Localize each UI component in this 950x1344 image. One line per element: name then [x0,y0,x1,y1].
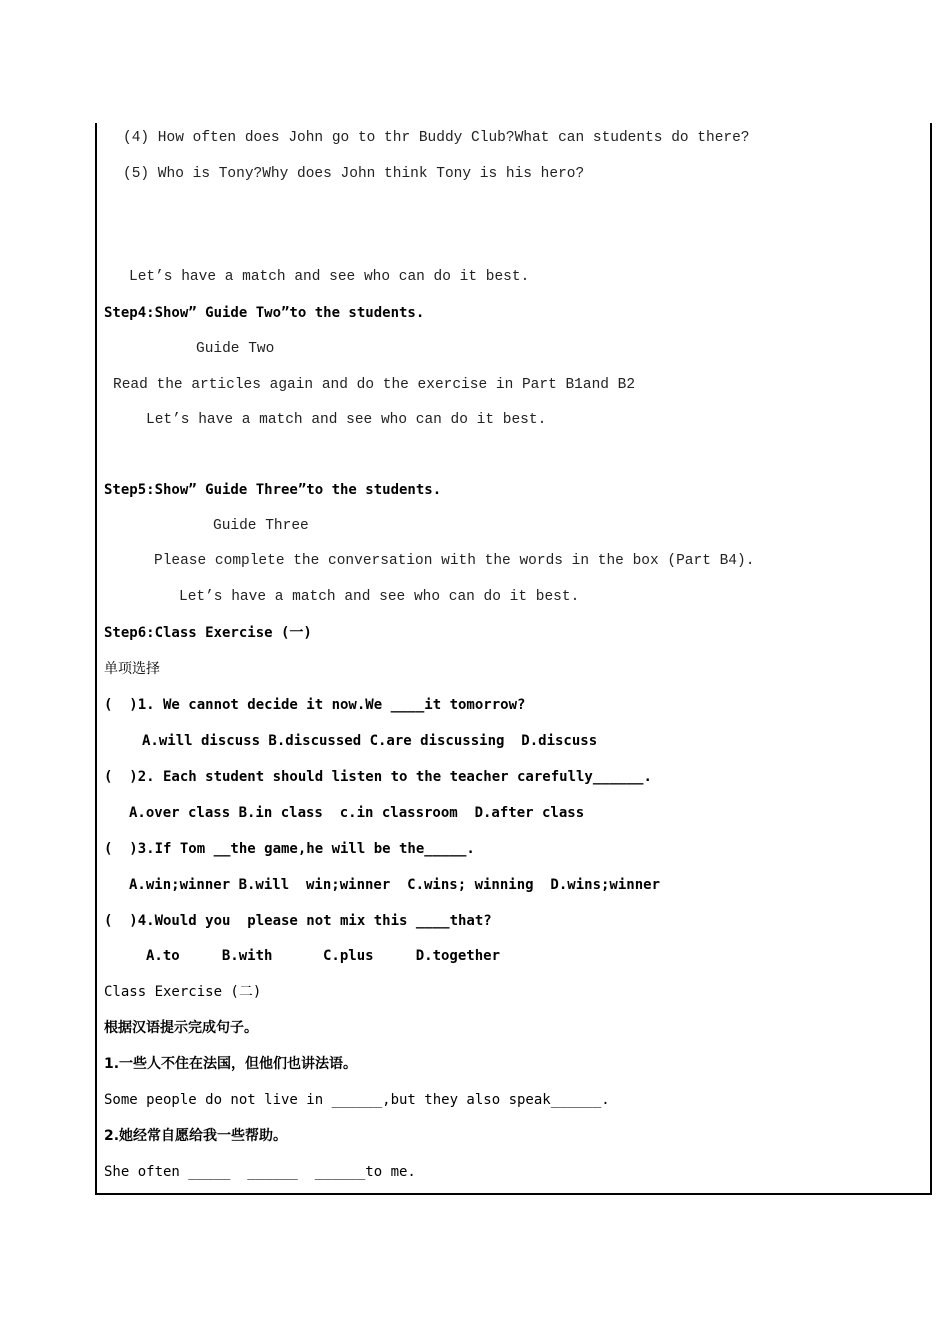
match-note-2: Let’s have a match and see who can do it best. [146,412,547,428]
sentence-2-english: She often _____ ______ ______to me. [104,1164,416,1180]
guide-three-title: Guide Three [213,518,309,534]
step6-heading: Step6:Class Exercise (一) [104,625,312,641]
match-note-3: Let’s have a match and see who can do it best. [179,589,580,605]
mc-options-4: A.to B.with C.plus D.together [146,948,501,964]
step4-heading: Step4:Show” Guide Two”to the students. [104,305,425,321]
sentence-2-chinese: 2.她经常自愿给我一些帮助。 [104,1128,288,1144]
question-5: (5) Who is Tony?Why does John think Tony is his hero? [123,166,585,182]
mc-question-1: ( )1. We cannot decide it now.We ____it tomorrow? [104,697,526,713]
exercise2-heading: Class Exercise (二) [104,984,262,1000]
mc-options-3: A.win;winner B.will win;winner C.wins; winning D.wins;winner [129,877,661,893]
guide-two-instruction: Read the articles again and do the exercise in Part B1and B2 [113,377,636,393]
exercise2-instruction: 根据汉语提示完成句子。 [104,1020,258,1036]
mc-question-2: ( )2. Each student should listen to the teacher carefully______. [104,769,652,785]
guide-three-instruction: Please complete the conversation with the words in the box (Part B4). [154,553,755,569]
mc-question-4: ( )4.Would you please not mix this ____that? [104,913,492,929]
step5-heading: Step5:Show” Guide Three”to the students. [104,482,442,498]
question-4: (4) How often does John go to thr Buddy Club?What can students do there? [123,130,750,146]
mc-options-1: A.will discuss B.discussed C.are discussing D.discuss [142,733,598,749]
mc-options-2: A.over class B.in class c.in classroom D.after class [129,805,585,821]
sentence-1-english: Some people do not live in ______,but they also speak______. [104,1092,610,1108]
sentence-1-chinese: 1.一些人不住在法国，但他们也讲法语。 [104,1056,358,1072]
mc-question-3: ( )3.If Tom __the game,he will be the_____. [104,841,475,857]
step6-subheading: 单项选择 [104,661,160,677]
match-note-1: Let’s have a match and see who can do it best. [129,269,530,285]
guide-two-title: Guide Two [196,341,275,357]
